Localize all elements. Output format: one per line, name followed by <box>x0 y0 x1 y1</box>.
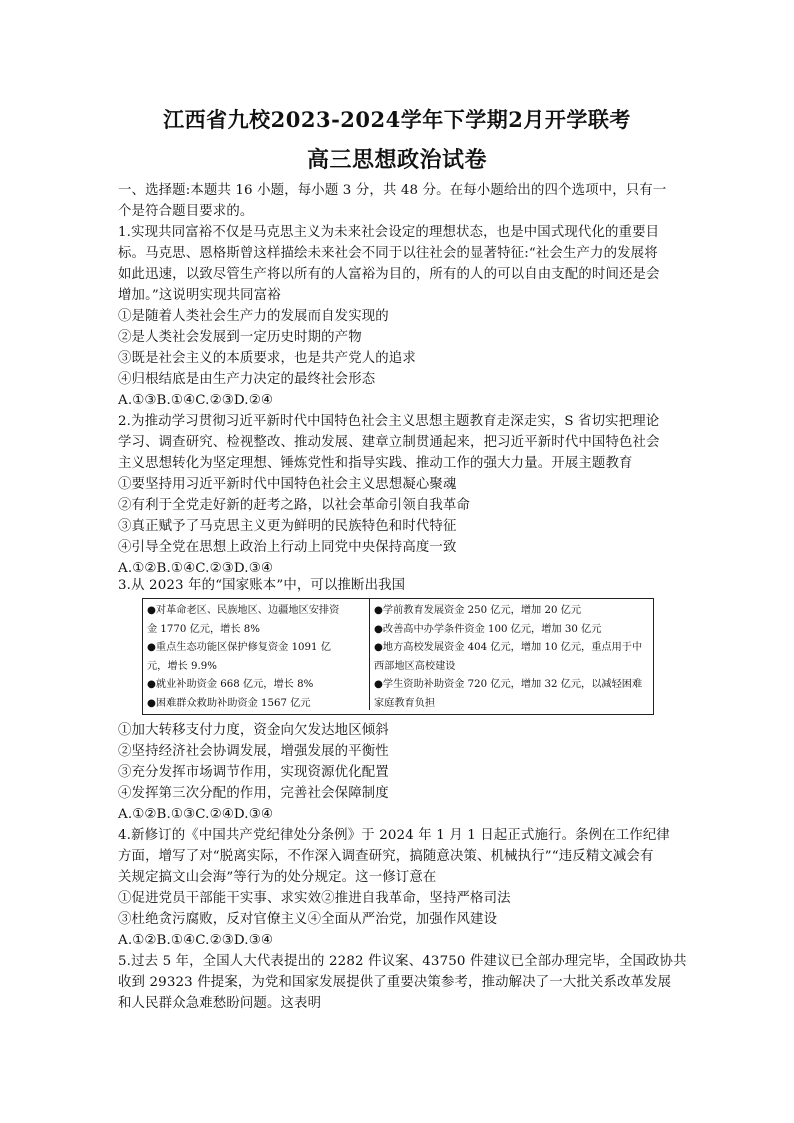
question-1-choices: A.①③B.①④C.②③D.②④ <box>118 393 273 408</box>
question-4-stem: 方面，增写了对“脱离实际，不作深入调查研究，搞随意决策、机械执行”“违反精文减会有 <box>118 849 654 864</box>
question-2-choices: A.①②B.①④C.②③D.③④ <box>118 561 273 576</box>
question-1-option: ④归根结底是由生产力决定的最终社会形态 <box>118 372 376 387</box>
question-5-stem: 收到 29323 件提案，为党和国家发展提供了重要决策参考，推动解决了一大批关系改革发展 <box>118 975 672 990</box>
question-2-stem: 主义思想转化为坚定理想、锤炼党性和指导实践、推动工作的强大力量。开展主题教育 <box>118 456 633 471</box>
question-3-option: ④发挥第三次分配的作用，完善社会保障制度 <box>118 786 389 801</box>
table-row: 金 1770 亿元，增长 8% <box>147 623 260 635</box>
table-row: 西部地区高校建设 <box>374 660 456 672</box>
budget-table-right-column <box>369 599 656 710</box>
question-2-stem: 2.为推动学习贯彻习近平新时代中国特色社会主义思想主题教育走深走实，S 省切实把理论 <box>118 414 660 429</box>
section-heading: 一、选择题:本题共 16 小题，每小题 3 分，共 48 分。在每小题给出的四个选项中，只有一 <box>118 183 667 198</box>
table-row: 元，增长 9.9% <box>147 660 217 672</box>
question-2-option: ③真正赋予了马克思主义更为鲜明的民族特色和时代特征 <box>118 519 457 534</box>
table-row: ●地方高校发展资金 404 亿元，增加 10 亿元，重点用于中 <box>374 642 643 653</box>
question-1-stem: 标。马克思、恩格斯曾这样描绘未来社会不同于以往社会的显著特征:“社会生产力的发展将 <box>118 246 658 261</box>
question-1-option: ①是随着人类社会生产力的发展而自发实现的 <box>118 309 389 324</box>
question-3-choices: A.①②B.①③C.②④D.③④ <box>118 807 273 822</box>
table-row: ●就业补助资金 668 亿元，增长 8% <box>147 679 314 690</box>
question-4-option: ③杜绝贪污腐败，反对官僚主义④全面从严治党，加强作风建设 <box>118 912 498 927</box>
question-2-option: ②有利于全党走好新的赶考之路，以社会革命引领自我革命 <box>118 498 471 513</box>
question-4-stem: 4.新修订的《中国共产党纪律处分条例》于 2024 年 1 月 1 日起正式施行。条例在工作纪律 <box>118 828 670 843</box>
question-2-option: ④引导全党在思想上政治上行动上同党中央保持高度一致 <box>118 540 457 555</box>
question-1-stem: 如此迅速，以致尽管生产将以所有的人富裕为目的，所有的人的可以自由支配的时间还是会 <box>118 267 660 282</box>
table-row: ●对革命老区、民族地区、边疆地区安排资 <box>147 605 340 616</box>
question-4-option: ①促进党员干部能干实事、求实效②推进自我革命，坚持严格司法 <box>118 891 511 906</box>
exam-subtitle: 高三思想政治试卷 <box>306 147 487 173</box>
question-4-stem: 关规定搞文山会海”等行为的处分规定。这一修订意在 <box>118 870 437 885</box>
table-row: ●困难群众救助补助资金 1567 亿元 <box>147 697 311 709</box>
table-row: ●重点生态功能区保护修复资金 1091 亿 <box>147 642 331 653</box>
exam-title: 江西省九校2023-2024学年下学期2月开学联考 <box>163 107 631 132</box>
question-1-stem: 增加。”这说明实现共同富裕 <box>118 288 281 303</box>
question-2-option: ①要坚持用习近平新时代中国特色社会主义思想凝心聚魂 <box>118 477 457 492</box>
question-1-stem: 1.实现共同富裕不仅是马克思主义为未来社会设定的理想状态，也是中国式现代化的重要目 <box>118 225 660 240</box>
table-row: ●学前教育发展资金 250 亿元，增加 20 亿元 <box>374 605 582 616</box>
question-2-stem: 学习、调查研究、检视整改、推动发展、建章立制贯通起来，把习近平新时代中国特色社会 <box>118 435 660 450</box>
question-5-stem: 和人民群众急难愁盼问题。这表明 <box>118 996 322 1011</box>
question-1-option: ②是人类社会发展到一定历史时期的产物 <box>118 330 362 345</box>
question-4-choices: A.①②B.①④C.②③D.③④ <box>118 933 273 948</box>
question-3-option: ③充分发挥市场调节作用，实现资源优化配置 <box>118 765 389 780</box>
question-3-option: ①加大转移支付力度，资金向欠发达地区倾斜 <box>118 723 389 738</box>
question-3-stem: 3.从 2023 年的“国家账本”中，可以推断出我国 <box>118 578 406 593</box>
section-heading-cont: 个是符合题目要求的。 <box>118 204 254 219</box>
question-3-option: ②坚持经济社会协调发展，增强发展的平衡性 <box>118 744 389 759</box>
question-1-option: ③既是社会主义的本质要求，也是共产党人的追求 <box>118 351 416 366</box>
table-row: ●学生资助补助资金 720 亿元，增加 32 亿元，以减轻困难 <box>374 679 643 690</box>
table-row: ●改善高中办学条件资金 100 亿元，增加 30 亿元 <box>374 623 602 635</box>
budget-table <box>142 598 654 715</box>
question-5-stem: 5.过去 5 年，全国人大代表提出的 2282 件议案、43750 件建议已全部办理完毕，全国政协共 <box>118 954 687 969</box>
table-row: 家庭教育负担 <box>374 697 436 709</box>
budget-table-left-column <box>147 602 367 713</box>
